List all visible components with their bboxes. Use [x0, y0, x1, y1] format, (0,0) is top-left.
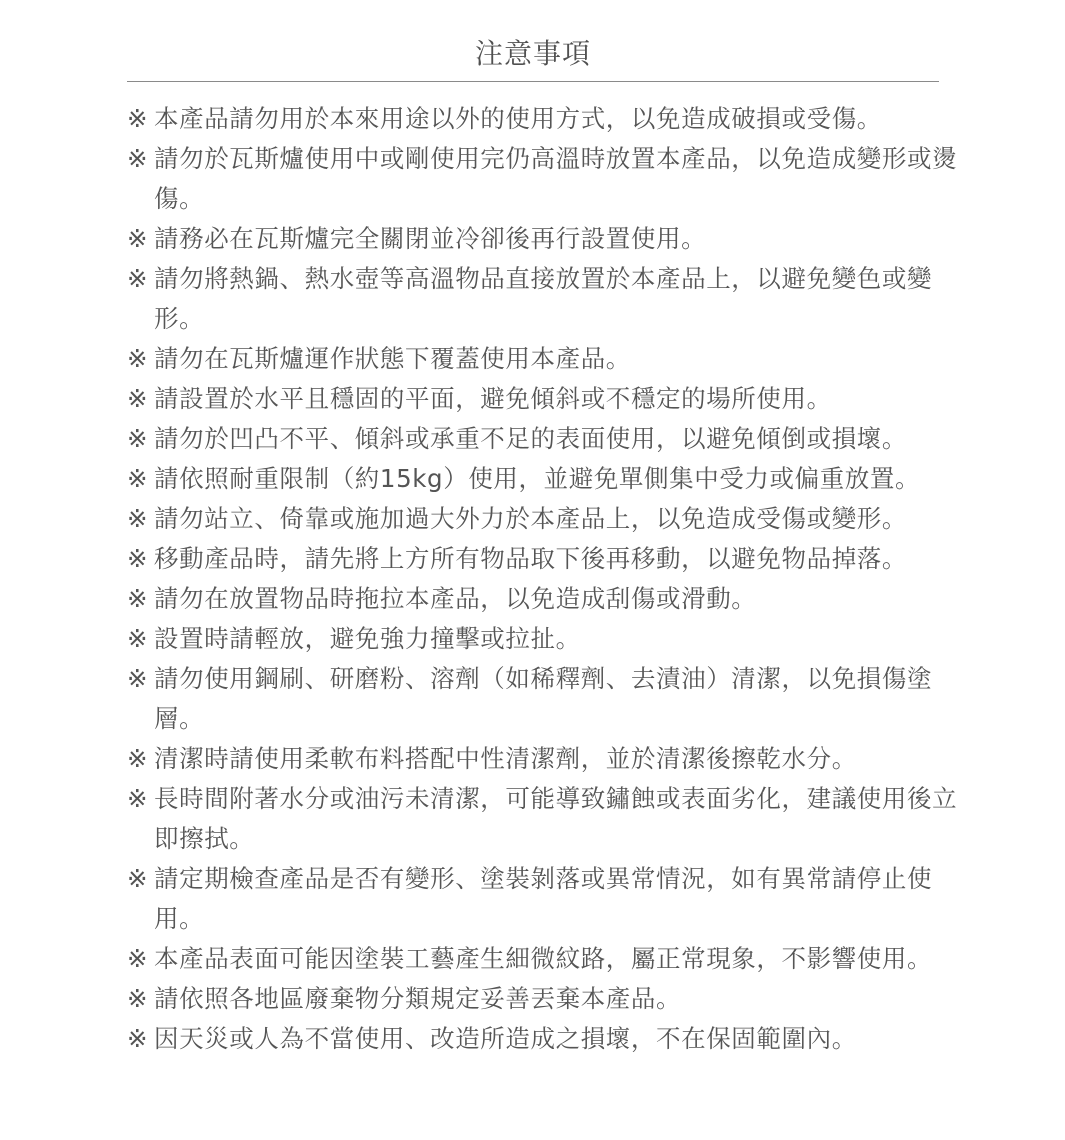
notice-text: 請依照各地區廢棄物分類規定妥善丟棄本產品。	[154, 984, 682, 1013]
notice-item	[127, 579, 962, 619]
reference-mark: ※	[127, 944, 149, 973]
reference-mark: ※	[127, 384, 149, 413]
notice-item	[127, 1019, 962, 1059]
reference-mark: ※	[127, 784, 149, 813]
notice-text: 請勿站立、倚靠或施加過大外力於本產品上，以免造成受傷或變形。	[154, 504, 907, 533]
reference-mark: ※	[127, 224, 149, 253]
notice-item	[127, 779, 962, 859]
page-title: 注意事項	[474, 37, 591, 70]
notice-item	[127, 659, 962, 739]
notice-list	[127, 99, 962, 1059]
notice-item	[127, 99, 962, 139]
reference-mark: ※	[127, 664, 149, 693]
notice-text: 設置時請輕放，避免強力撞擊或拉扯。	[154, 624, 581, 653]
notice-text: 本產品請勿用於本來用途以外的使用方式，以免造成破損或受傷。	[154, 104, 882, 133]
notice-item	[127, 219, 962, 259]
reference-mark: ※	[127, 264, 149, 293]
reference-mark: ※	[127, 544, 149, 573]
notice-text: 請勿在瓦斯爐運作狀態下覆蓋使用本產品。	[154, 344, 631, 373]
reference-mark: ※	[127, 984, 149, 1013]
reference-mark: ※	[127, 1024, 149, 1053]
notice-text: 長時間附著水分或油污未清潔，可能導致鏽蝕或表面劣化，建議使用後立即擦拭。	[154, 784, 958, 853]
notice-text: 清潔時請使用柔軟布料搭配中性清潔劑，並於清潔後擦乾水分。	[154, 744, 857, 773]
notice-text: 請勿使用鋼刷、研磨粉、溶劑（如稀釋劑、去漬油）清潔，以免損傷塗層。	[154, 664, 933, 733]
reference-mark: ※	[127, 584, 149, 613]
notice-item	[127, 619, 962, 659]
notice-text: 請勿於瓦斯爐使用中或剛使用完仍高溫時放置本產品，以免造成變形或燙傷。	[154, 144, 958, 213]
notice-item	[127, 979, 962, 1019]
notice-item	[127, 379, 962, 419]
notice-item	[127, 419, 962, 459]
reference-mark: ※	[127, 464, 149, 493]
notice-text: 請勿在放置物品時拖拉本產品，以免造成刮傷或滑動。	[154, 584, 757, 613]
notice-text: 請設置於水平且穩固的平面，避免傾斜或不穩定的場所使用。	[154, 384, 832, 413]
reference-mark: ※	[127, 744, 149, 773]
notice-text: 請依照耐重限制（約15kg）使用，並避免單側集中受力或偏重放置。	[154, 464, 921, 493]
notice-item	[127, 859, 962, 939]
reference-mark: ※	[127, 864, 149, 893]
notice-item	[127, 459, 962, 499]
notice-text: 請定期檢查產品是否有變形、塗裝剝落或異常情況，如有異常請停止使用。	[154, 864, 933, 933]
reference-mark: ※	[127, 344, 149, 373]
reference-mark: ※	[127, 504, 149, 533]
reference-mark: ※	[127, 424, 149, 453]
notice-item	[127, 339, 962, 379]
notice-header	[127, 0, 939, 82]
notice-text: 請務必在瓦斯爐完全關閉並冷卻後再行設置使用。	[154, 224, 707, 253]
notice-item	[127, 739, 962, 779]
notice-text: 因天災或人為不當使用、改造所造成之損壞，不在保固範圍內。	[154, 1024, 857, 1053]
reference-mark: ※	[127, 624, 149, 653]
notice-item	[127, 539, 962, 579]
reference-mark: ※	[127, 104, 149, 133]
notice-item	[127, 939, 962, 979]
notice-text: 請勿將熱鍋、熱水壺等高溫物品直接放置於本產品上，以避免變色或變形。	[154, 264, 933, 333]
notice-text: 請勿於凹凸不平、傾斜或承重不足的表面使用，以避免傾倒或損壞。	[154, 424, 907, 453]
notice-text: 本產品表面可能因塗裝工藝產生細微紋路，屬正常現象，不影響使用。	[154, 944, 933, 973]
reference-mark: ※	[127, 144, 149, 173]
notice-item	[127, 139, 962, 219]
notice-item	[127, 259, 962, 339]
notice-item	[127, 499, 962, 539]
notice-text: 移動產品時，請先將上方所有物品取下後再移動，以避免物品掉落。	[154, 544, 907, 573]
